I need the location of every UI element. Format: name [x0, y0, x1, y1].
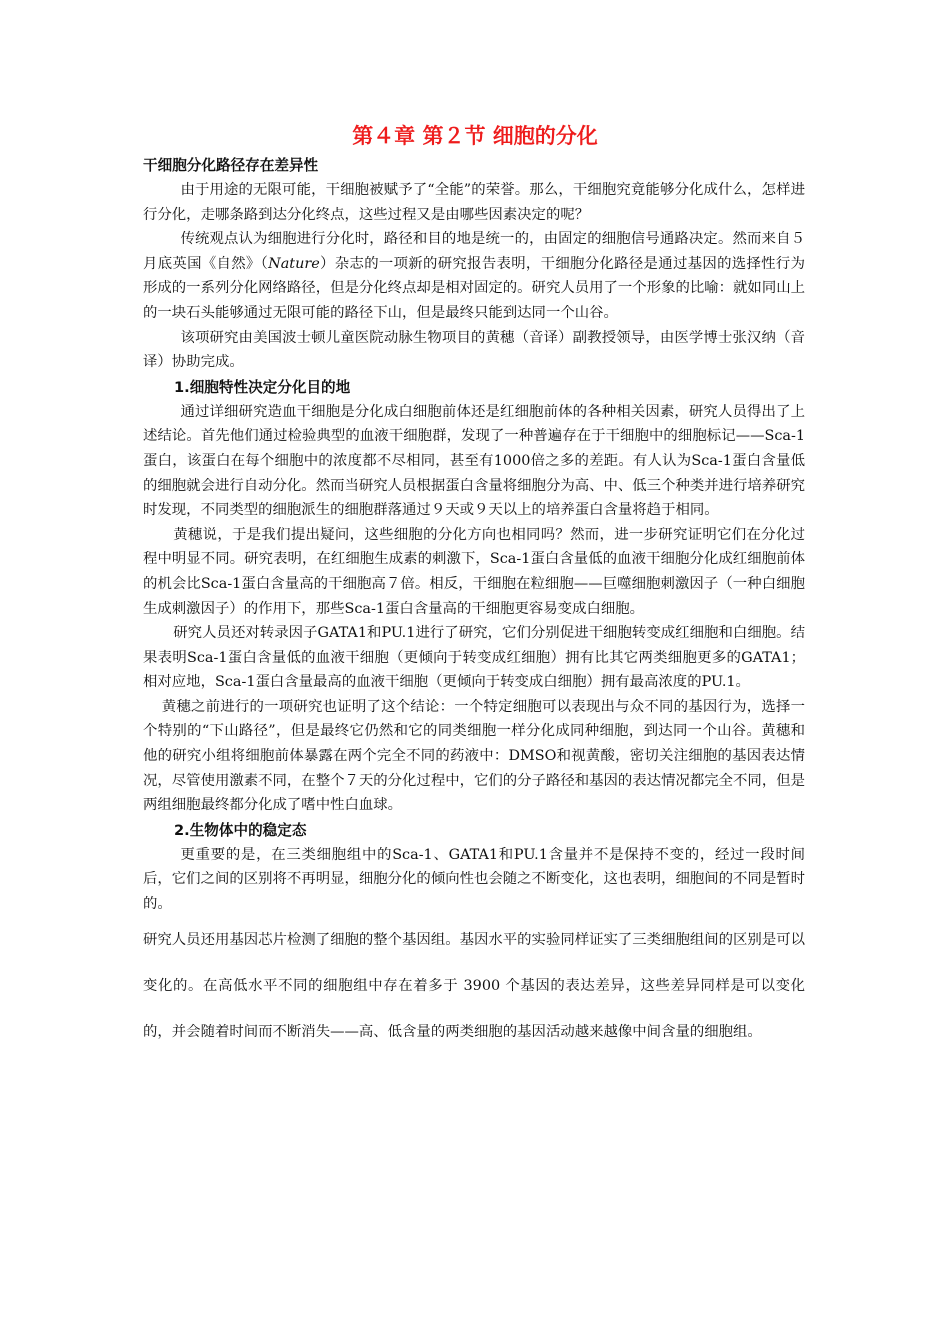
- paragraph-gene-chip: 研究人员还用基因芯片检测了细胞的整个基因组。基因水平的实验同样证实了三类细胞组间的区别是可以变化的。在高低水平不同的细胞组中存在着多于 3900 个基因的表达差异，这些差异同样是可以变化的，并会随着时间而不断消失——高、低含量的两类细胞的基因活动越来越像中间含量的细胞组。: [143, 931, 805, 1040]
- paragraph-differentiation-direction: 黄穗说，于是我们提出疑问，这些细胞的分化方向也相同吗？然而，进一步研究证明它们在分化过程中明显不同。研究表明，在红细胞生成素的刺激下，Sca-1蛋白含量低的血液干细胞分化成红细胞前体的机会比Sca-1蛋白含量高的干细胞高７倍。相反，干细胞在粒细胞——巨噬细胞刺激因子（一种白细胞生成刺激因子）的作用下，那些Sca-1蛋白含量高的干细胞更容易变成白细胞。: [143, 526, 805, 617]
- paragraph-traditional-view-part1: 传统观点认为细胞进行分化时，路径和目的地是统一的，由固定的细胞信号通路决定。然而来自５月底英国《自然》（: [143, 231, 805, 272]
- paragraph-traditional-view: [143, 227, 805, 325]
- paragraph-transcription-factors: 研究人员还对转录因子GATA1和PU.1进行了研究，它们分别促进干细胞转变成红细胞和白细胞。结果表明Sca-1蛋白含量低的血液干细胞（更倾向于转变成红细胞）拥有比其它两类细胞更多的GATA1；相对应地，Sca-1蛋白含量最高的血液干细胞（更倾向于转变成白细胞）拥有最高浓度的PU.1。: [143, 625, 805, 691]
- paragraph-previous-study: 黄穗之前进行的一项研究也证明了这个结论：一个特定细胞可以表现出与众不同的基因行为，选择一个特别的“下山路径”，但是最终它仍然和它的同类细胞一样分化成同种细胞，到达同一个山谷。黄穗和他的研究小组将细胞前体暴露在两个完全不同的药液中：DMSO和视黄酸，密切关注细胞的基因表达情况，尽管使用激素不同，在整个７天的分化过程中，它们的分子路径和基因的表达情况都完全不同，但是两组细胞最终都分化成了嗜中性白血球。: [143, 698, 805, 814]
- paragraph-temporary-differences: 更重要的是，在三类细胞组中的Sca-1、GATA1和PU.1含量并不是保持不变的，经过一段时间后，它们之间的区别将不再明显，细胞分化的倾向性也会随之不断变化，这也表明，细胞间的不同是暂时的。: [143, 846, 805, 913]
- article-body: [143, 153, 805, 1055]
- paragraph-research-team: 该项研究由美国波士顿儿童医院动脉生物项目的黄穗（音译）副教授领导，由医学博士张汉纳（音译）协助完成。: [143, 329, 805, 371]
- journal-name-italic: Nature: [268, 255, 320, 272]
- paragraph-traditional-view-part2: ）杂志的一项新的研究报告表明，干细胞分化路径是通过基因的选择性行为形成的一系列分化网络路径，但是分化终点却是相对固定的。研究人员用了一个形象的比喻：就如同山上的一块石头能够通过无限可能的路径下山，但是最终只能到达同一个山谷。: [143, 255, 805, 321]
- section-heading: 干细胞分化路径存在差异性: [143, 157, 319, 174]
- subheading-stable-state: 2.生物体中的稳定态: [174, 821, 307, 839]
- page-title: 第４章 第２节 细胞的分化: [352, 124, 598, 148]
- paragraph-sca1-study: 通过详细研究造血干细胞是分化成白细胞前体还是红细胞前体的各种相关因素，研究人员得出了上述结论。首先他们通过检验典型的血液干细胞群，发现了一种普遍存在于干细胞中的细胞标记——Sca-1蛋白，该蛋白在每个细胞中的浓度都不尽相同，甚至有1000倍之多的差距。有人认为Sca-1蛋白含量低的细胞就会进行自动分化。然而当研究人员根据蛋白含量将细胞分为高、中、低三个种类并进行培养研究时发现，不同类型的细胞派生的细胞群落通过９天或９天以上的培养蛋白含量将趋于相同。: [143, 403, 805, 519]
- subheading-cell-properties: 1.细胞特性决定分化目的地: [174, 378, 351, 396]
- paragraph-intro: 由于用途的无限可能，干细胞被赋予了“全能”的荣誉。那么，干细胞究竟能够分化成什么，怎样进行分化，走哪条路到达分化终点，这些过程又是由哪些因素决定的呢？: [143, 182, 805, 223]
